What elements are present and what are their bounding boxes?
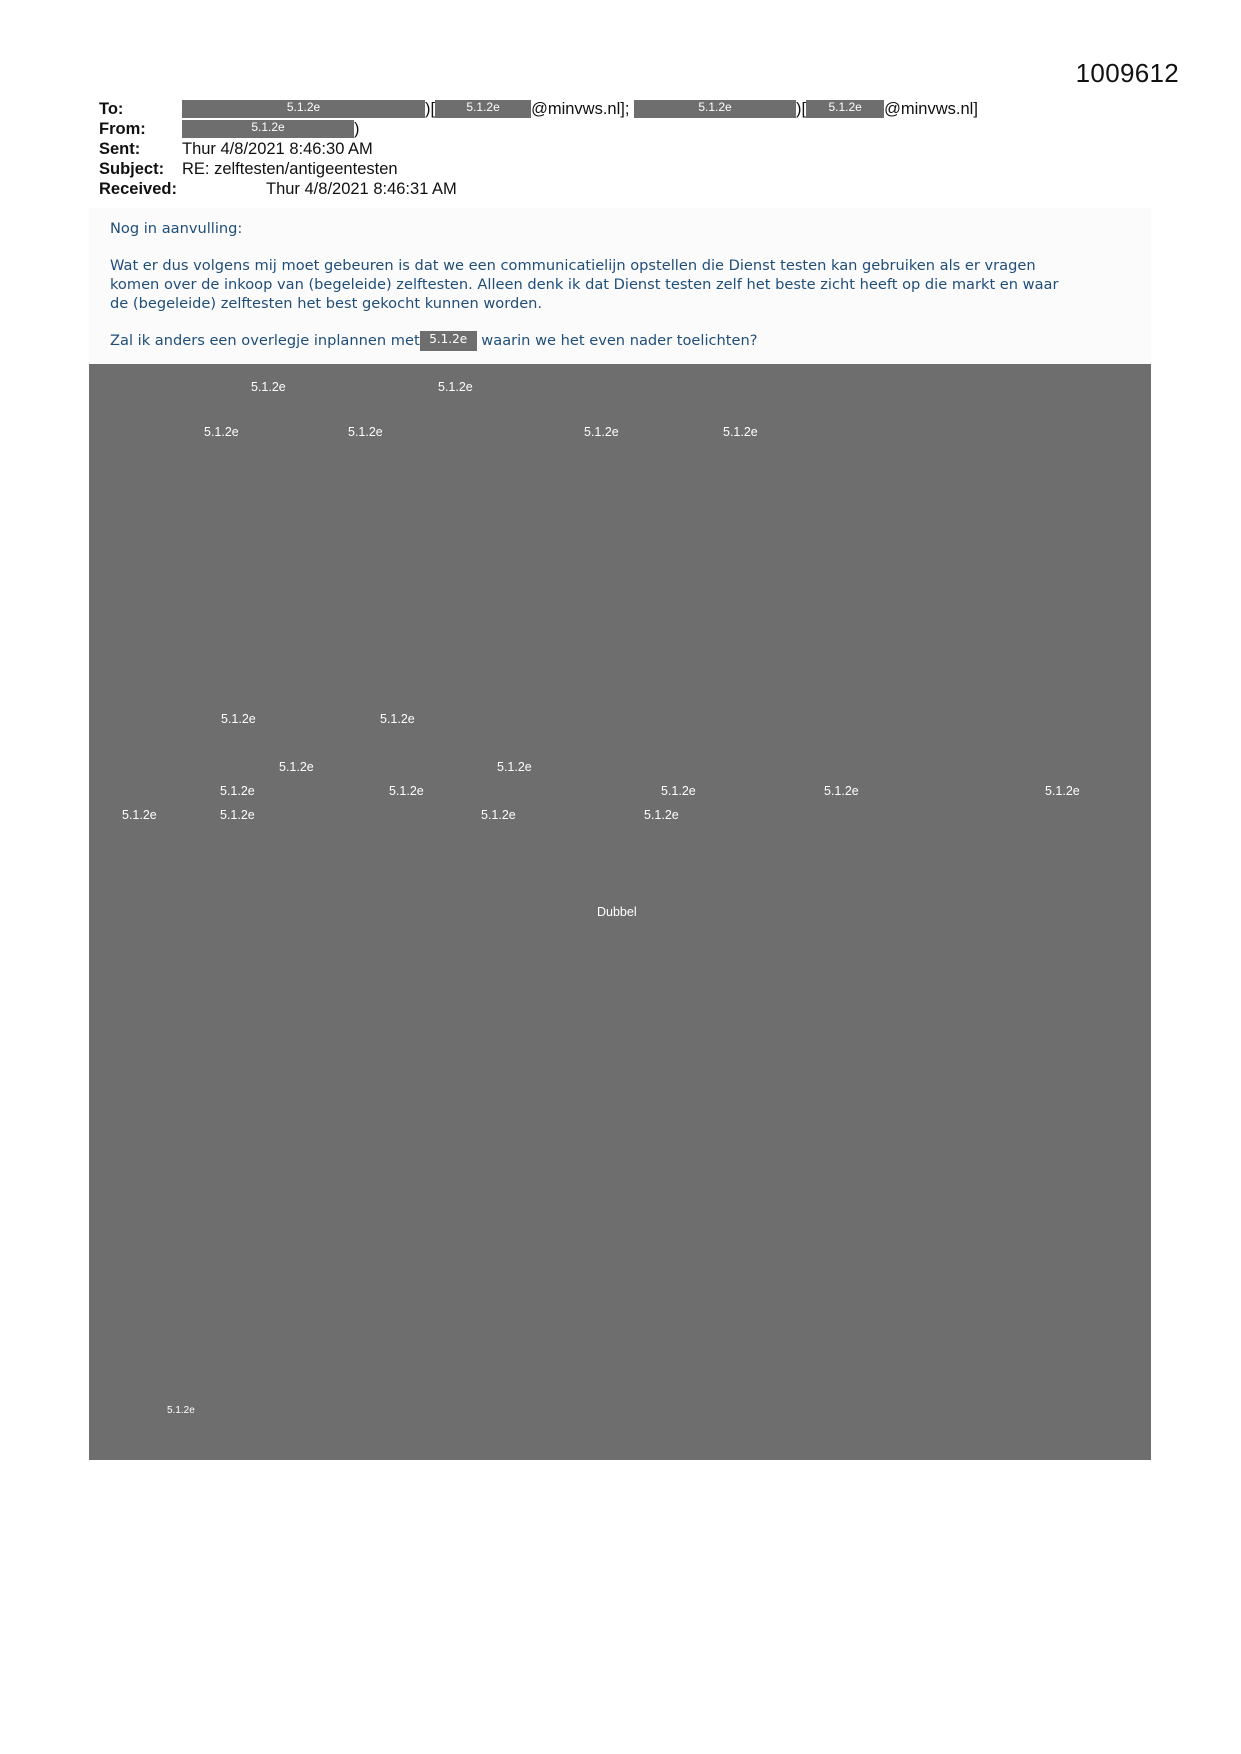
redaction-label: 5.1.2e — [438, 380, 473, 394]
dubbel-label: Dubbel — [597, 905, 637, 919]
redaction-block — [89, 364, 1151, 1460]
redaction-box: 5.1.2e — [420, 331, 477, 351]
from-row — [99, 119, 1139, 139]
redaction-label: 5.1.2e — [481, 808, 516, 822]
redaction-label: 5.1.2e — [1045, 784, 1080, 798]
redaction-box: 5.1.2e — [182, 100, 425, 118]
sent-value: Thur 4/8/2021 8:46:30 AM — [182, 140, 373, 158]
question-text: Zal ik anders een overlegje inplannen met — [110, 332, 420, 349]
redaction-label: 5.1.2e — [122, 808, 157, 822]
sent-label: Sent: — [99, 140, 141, 158]
body-paragraph-line: de (begeleide) zelftesten het best gekocht kunnen worden. — [110, 295, 543, 312]
sent-row — [99, 139, 1139, 159]
to-separator: )[ — [425, 100, 436, 118]
redaction-box: 5.1.2e — [435, 100, 531, 118]
from-value — [182, 119, 360, 139]
received-label: Received: — [99, 180, 177, 198]
to-value — [182, 99, 978, 119]
body-paragraph-line: Wat er dus volgens mij moet gebeuren is dat we een communicatielijn opstellen die Dienst testen kan gebruiken als er vragen — [110, 257, 1036, 274]
redaction-label: 5.1.2e — [279, 760, 314, 774]
to-label: To: — [99, 100, 124, 118]
redaction-label: 5.1.2e — [380, 712, 415, 726]
redaction-label: 5.1.2e — [824, 784, 859, 798]
body-question — [110, 331, 1140, 351]
from-close: ) — [354, 120, 360, 138]
subject-label: Subject: — [99, 160, 165, 178]
body-paragraph-line: komen over de inkoop van (begeleide) zelftesten. Alleen denk ik dat Dienst testen zelf het beste zicht heeft op die markt en waar — [110, 276, 1059, 293]
email-header — [99, 99, 1139, 199]
redaction-label: 5.1.2e — [348, 425, 383, 439]
document-number: 1009612 — [1075, 58, 1179, 88]
question-text: waarin we het even nader toelichten? — [476, 332, 758, 349]
redaction-label: 5.1.2e — [204, 425, 239, 439]
redaction-label: 5.1.2e — [251, 380, 286, 394]
received-row — [99, 179, 1139, 199]
redaction-box: 5.1.2e — [806, 100, 884, 118]
body-paragraph — [110, 256, 1140, 313]
subject-row — [99, 159, 1139, 179]
redaction-label: 5.1.2e — [167, 1405, 195, 1416]
to-domain: @minvws.nl] — [884, 100, 978, 118]
to-separator: )[ — [796, 100, 807, 118]
redaction-label: 5.1.2e — [661, 784, 696, 798]
redaction-label: 5.1.2e — [389, 784, 424, 798]
to-domain: @minvws.nl]; — [531, 100, 630, 118]
redaction-box: 5.1.2e — [634, 100, 796, 118]
redaction-label: 5.1.2e — [221, 712, 256, 726]
received-value: Thur 4/8/2021 8:46:31 AM — [266, 180, 457, 198]
redaction-label: 5.1.2e — [497, 760, 532, 774]
redaction-label: 5.1.2e — [584, 425, 619, 439]
redaction-label: 5.1.2e — [723, 425, 758, 439]
subject-value: RE: zelftesten/antigeentesten — [182, 160, 398, 178]
from-label: From: — [99, 120, 146, 138]
body-greeting: Nog in aanvulling: — [110, 220, 243, 237]
redaction-label: 5.1.2e — [220, 808, 255, 822]
to-row — [99, 99, 1139, 119]
redaction-box: 5.1.2e — [182, 120, 354, 138]
redaction-label: 5.1.2e — [644, 808, 679, 822]
redaction-label: 5.1.2e — [220, 784, 255, 798]
